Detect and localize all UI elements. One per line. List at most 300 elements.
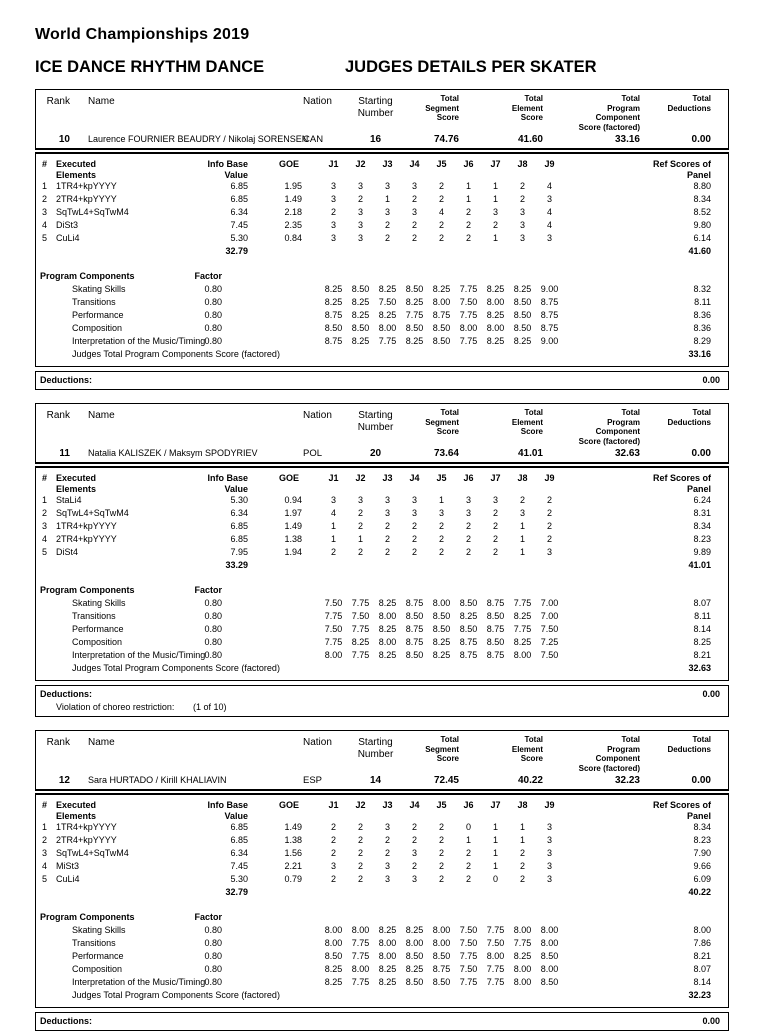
judge-8-header: J8 [517,159,528,169]
component-judge-score: 8.25 [486,336,505,346]
info-base-value-header: Info Base Value [207,473,248,494]
nation-value: CAN [303,134,324,145]
judges-total-value: 32.23 [688,990,711,1000]
component-judge-score: 9.00 [540,336,559,346]
judge-score: 2 [438,233,444,243]
judge-score: 2 [492,508,498,518]
judge-3-header: J3 [382,159,393,169]
subtitle-row [35,58,729,77]
skater-name: Natalia KALISZEK / Maksym SPODYRIEV [88,448,258,458]
judge-score: 2 [384,220,390,230]
element-number: 5 [42,233,48,243]
component-name: Composition [72,323,123,333]
element-panel-score: 9.80 [693,220,711,230]
skater-summary-box [35,403,729,464]
number-column-header: # [42,159,48,169]
element-number: 2 [42,508,48,518]
judge-1-header: J1 [328,473,339,483]
component-factor: 0.80 [204,637,222,647]
nation-column-label: Nation [303,737,332,748]
total-deductions-label: Total Deductions [667,408,711,427]
component-factor: 0.80 [204,925,222,935]
judge-score: 1 [519,822,525,832]
rank-value: 10 [58,134,70,145]
element-base-value: 6.85 [230,822,248,832]
goe-header: GOE [278,473,299,483]
element-goe: 0.94 [284,495,302,505]
element-base-value: 5.30 [230,874,248,884]
component-judge-score: 7.75 [459,310,478,320]
element-base-value: 6.34 [230,207,248,217]
judge-score: 1 [465,194,471,204]
skater-section [35,730,729,1031]
component-judge-score: 8.50 [405,611,424,621]
deductions-box [35,685,729,717]
element-base-value: 6.34 [230,508,248,518]
component-judge-score: 8.00 [459,323,478,333]
element-number: 5 [42,547,48,557]
component-judge-score: 8.00 [324,925,343,935]
starting-number-value: 14 [369,775,382,786]
element-goe: 2.35 [284,220,302,230]
summary-header-row [36,94,720,132]
element-goe: 0.84 [284,233,302,243]
component-judge-score: 7.75 [378,336,397,346]
element-base-value: 6.85 [230,181,248,191]
judge-5-header: J5 [436,473,447,483]
judge-score: 3 [465,495,471,505]
element-name: SqTwL4+SqTwM4 [56,207,129,217]
element-panel-score: 7.90 [693,848,711,858]
ref-scores-panel-header: Ref Scores of Panel [652,800,711,821]
component-judge-score: 8.00 [378,637,397,647]
judge-score: 2 [465,861,471,871]
judge-score: 3 [357,220,363,230]
component-judge-score: 8.50 [432,624,451,634]
element-goe: 1.49 [284,521,302,531]
judge-score: 3 [546,822,552,832]
component-judge-score: 8.25 [378,598,397,608]
program-components-header: Program Components [40,271,135,281]
judge-score: 2 [411,233,417,243]
component-factor: 0.80 [204,611,222,621]
element-score-total: 41.01 [688,560,711,570]
judge-score: 3 [330,495,336,505]
judges-detail-box [35,152,729,367]
elements-total-row [36,559,719,572]
judge-score: 2 [546,534,552,544]
judge-score: 2 [519,874,525,884]
judge-score: 2 [357,861,363,871]
elements-header-row [36,798,719,821]
component-judge-score: 8.50 [459,598,478,608]
judge-8-header: J8 [517,800,528,810]
element-row [36,821,719,834]
judge-score: 2 [330,835,336,845]
program-components-header: Program Components [40,585,135,595]
judge-score: 2 [519,861,525,871]
component-judge-score: 7.75 [351,624,370,634]
judge-score: 2 [438,181,444,191]
judge-score: 3 [546,874,552,884]
judge-score: 3 [411,207,417,217]
judge-score: 2 [384,521,390,531]
component-row [36,636,719,649]
total-deductions-summary-value: 0.00 [691,448,711,459]
component-panel-score: 8.14 [693,977,711,987]
skater-section [35,403,729,717]
judges-total-row [36,662,719,675]
element-row [36,219,719,232]
judge-score: 3 [546,848,552,858]
component-judge-score: 8.50 [351,284,370,294]
component-judge-score: 8.25 [513,336,532,346]
elements-table [36,157,719,258]
component-panel-score: 8.25 [693,637,711,647]
judge-score: 2 [465,874,471,884]
starting-number-column-label: Starting Number [357,96,394,119]
component-judge-score: 8.00 [486,323,505,333]
component-name: Skating Skills [72,284,126,294]
violations-list [40,701,720,714]
judge-score: 2 [438,220,444,230]
element-name: SqTwL4+SqTwM4 [56,848,129,858]
judge-score: 1 [519,534,525,544]
judge-score: 1 [357,534,363,544]
skater-section [35,89,729,390]
total-segment-score-value: 72.45 [433,775,459,786]
rank-column-label: Rank [46,737,70,748]
component-row [36,623,719,636]
judge-score: 2 [465,233,471,243]
total-element-score-label: Total Element Score [511,94,543,122]
element-base-value: 6.85 [230,194,248,204]
component-judge-score: 8.00 [486,951,505,961]
judge-score: 3 [519,233,525,243]
component-judge-score: 8.25 [378,650,397,660]
component-row [36,950,719,963]
judge-score: 2 [438,194,444,204]
component-row [36,296,719,309]
component-judge-score: 7.75 [351,938,370,948]
judge-score: 2 [411,220,417,230]
base-value-total: 33.29 [225,560,248,570]
judge-score: 3 [384,508,390,518]
element-number: 3 [42,521,48,531]
element-panel-score: 8.31 [693,508,711,518]
judge-score: 3 [546,861,552,871]
judge-score: 2 [465,220,471,230]
judge-score: 1 [465,181,471,191]
judge-score: 3 [330,194,336,204]
judge-score: 2 [438,874,444,884]
component-judge-score: 8.50 [324,951,343,961]
judge-score: 4 [546,220,552,230]
component-row [36,610,719,623]
deductions-box [35,1012,729,1031]
factor-header: Factor [194,271,222,281]
judge-score: 2 [438,547,444,557]
judge-2-header: J2 [355,800,366,810]
component-judge-score: 7.75 [351,977,370,987]
element-number: 3 [42,848,48,858]
component-factor: 0.80 [204,650,222,660]
component-judge-score: 8.50 [513,323,532,333]
component-judge-score: 8.00 [513,650,532,660]
total-deductions-summary-value: 0.00 [691,775,711,786]
component-name: Performance [72,951,124,961]
summary-value-row [36,448,720,459]
element-name: DiSt4 [56,547,79,557]
component-judge-score: 8.75 [486,650,505,660]
judge-4-header: J4 [409,159,420,169]
deductions-value: 0.00 [702,375,720,385]
judge-score: 3 [357,207,363,217]
judge-score: 2 [411,835,417,845]
components-header-row [36,267,719,283]
judge-score: 2 [438,534,444,544]
component-judge-score: 8.00 [351,925,370,935]
judges-total-value: 33.16 [688,349,711,359]
judge-score: 3 [519,220,525,230]
component-factor: 0.80 [204,977,222,987]
judge-score: 2 [411,861,417,871]
component-judge-score: 8.00 [378,323,397,333]
judge-score: 2 [384,233,390,243]
judge-2-header: J2 [355,159,366,169]
judge-score: 2 [519,495,525,505]
ref-scores-panel-header: Ref Scores of Panel [652,159,711,180]
judge-7-header: J7 [490,473,501,483]
judge-score: 2 [330,207,336,217]
judges-total-label: Judges Total Program Components Score (factored) [72,663,280,673]
total-segment-score-value: 73.64 [433,448,459,459]
component-judge-score: 8.50 [324,323,343,333]
component-panel-score: 8.07 [693,964,711,974]
element-name: 1TR4+kpYYYY [56,822,117,832]
judge-score: 4 [330,508,336,518]
program-components-header: Program Components [40,912,135,922]
judge-score: 3 [411,848,417,858]
summary-value-row [36,134,720,145]
component-judge-score: 7.50 [459,938,478,948]
component-judge-score: 8.50 [405,323,424,333]
judge-score: 4 [546,207,552,217]
judge-9-header: J9 [544,159,555,169]
component-row [36,976,719,989]
element-score-total: 40.22 [688,887,711,897]
deductions-label: Deductions: [40,689,93,699]
starting-number-column-label: Starting Number [357,410,394,433]
judge-3-header: J3 [382,473,393,483]
component-judge-score: 7.50 [459,297,478,307]
judge-score: 3 [519,207,525,217]
component-row [36,924,719,937]
component-judge-score: 8.50 [513,297,532,307]
component-judge-score: 7.50 [351,611,370,621]
component-row [36,322,719,335]
judge-9-header: J9 [544,800,555,810]
element-number: 3 [42,207,48,217]
component-judge-score: 8.25 [405,297,424,307]
nation-value: POL [303,448,323,459]
element-name: 2TR4+kpYYYY [56,835,117,845]
judge-score: 2 [465,848,471,858]
judge-4-header: J4 [409,473,420,483]
component-judge-score: 8.25 [324,964,343,974]
element-panel-score: 8.34 [693,194,711,204]
component-judge-score: 7.75 [513,598,532,608]
judge-score: 2 [411,534,417,544]
component-judge-score: 8.00 [540,938,559,948]
element-panel-score: 8.80 [693,181,711,191]
element-row [36,507,719,520]
judge-score: 2 [519,848,525,858]
component-judge-score: 8.50 [540,951,559,961]
element-number: 5 [42,874,48,884]
judge-score: 1 [519,835,525,845]
judge-score: 1 [330,534,336,544]
judge-score: 3 [546,835,552,845]
element-row [36,860,719,873]
judge-score: 2 [546,495,552,505]
component-judge-score: 8.25 [351,336,370,346]
judge-score: 3 [438,508,444,518]
judge-score: 3 [546,194,552,204]
component-panel-score: 8.07 [693,598,711,608]
component-row [36,937,719,950]
element-score-total: 41.60 [688,246,711,256]
judge-score: 2 [330,874,336,884]
component-judge-score: 7.50 [324,598,343,608]
component-factor: 0.80 [204,624,222,634]
component-row [36,963,719,976]
judge-score: 1 [492,181,498,191]
element-base-value: 7.95 [230,547,248,557]
component-judge-score: 8.25 [324,977,343,987]
nation-column-label: Nation [303,410,332,421]
judge-score: 1 [519,521,525,531]
component-name: Performance [72,310,124,320]
component-panel-score: 8.36 [693,323,711,333]
component-judge-score: 8.50 [540,977,559,987]
component-judge-score: 8.00 [378,938,397,948]
judge-score: 2 [438,861,444,871]
components-table [36,572,719,675]
component-name: Transitions [72,611,116,621]
deductions-label: Deductions: [40,375,93,385]
deductions-value: 0.00 [702,1016,720,1026]
judge-score: 3 [384,207,390,217]
components-table [36,899,719,1002]
component-factor: 0.80 [204,336,222,346]
components-table [36,258,719,361]
component-judge-score: 7.75 [351,951,370,961]
component-judge-score: 8.25 [513,611,532,621]
component-judge-score: 8.00 [432,297,451,307]
component-judge-score: 8.00 [486,297,505,307]
judge-4-header: J4 [409,800,420,810]
element-name: StaLi4 [56,495,82,505]
judge-score: 2 [411,547,417,557]
judge-score: 3 [384,874,390,884]
component-name: Interpretation of the Music/Timing [72,977,206,987]
judge-score: 2 [330,822,336,832]
component-row [36,309,719,322]
component-judge-score: 8.75 [405,624,424,634]
judge-score: 2 [411,194,417,204]
component-judge-score: 7.75 [459,977,478,987]
judge-score: 2 [438,822,444,832]
element-row [36,533,719,546]
name-column-label: Name [88,410,115,421]
judge-score: 1 [492,233,498,243]
judge-1-header: J1 [328,159,339,169]
component-name: Interpretation of the Music/Timing [72,650,206,660]
element-row [36,232,719,245]
deductions-box [35,371,729,390]
component-judge-score: 8.75 [459,637,478,647]
executed-elements-header: Executed Elements [56,159,97,180]
component-judge-score: 8.00 [405,938,424,948]
judge-5-header: J5 [436,800,447,810]
component-judge-score: 8.50 [432,951,451,961]
component-judge-score: 7.50 [540,624,559,634]
elements-total-row [36,886,719,899]
judge-score: 2 [492,220,498,230]
component-judge-score: 8.00 [432,938,451,948]
component-judge-score: 8.25 [486,284,505,294]
judge-score: 1 [492,822,498,832]
judges-detail-box [35,466,729,681]
element-goe: 1.97 [284,508,302,518]
component-judge-score: 8.25 [351,637,370,647]
total-segment-score-label: Total Segment Score [425,735,459,763]
element-panel-score: 6.14 [693,233,711,243]
element-panel-score: 8.34 [693,521,711,531]
judge-score: 3 [330,861,336,871]
component-judge-score: 8.50 [405,977,424,987]
judge-score: 1 [465,835,471,845]
element-name: 1TR4+kpYYYY [56,521,117,531]
rank-value: 12 [58,775,70,786]
component-panel-score: 8.11 [694,297,711,307]
judge-score: 3 [330,220,336,230]
judge-score: 1 [492,194,498,204]
component-judge-score: 7.75 [351,598,370,608]
component-judge-score: 7.50 [324,624,343,634]
nation-value: ESP [303,775,323,786]
judge-score: 2 [411,521,417,531]
judges-total-value: 32.63 [688,663,711,673]
element-goe: 1.49 [284,822,302,832]
element-number: 2 [42,194,48,204]
component-factor: 0.80 [204,297,222,307]
judge-score: 1 [519,547,525,557]
component-judge-score: 8.75 [540,323,559,333]
element-name: SqTwL4+SqTwM4 [56,508,129,518]
judge-score: 3 [465,508,471,518]
deductions-row [40,374,720,387]
starting-number-value: 16 [369,134,382,145]
component-factor: 0.80 [204,938,222,948]
total-pcs-label: Total Program Component Score (factored) [578,408,640,446]
judge-score: 2 [384,835,390,845]
element-panel-score: 9.66 [693,861,711,871]
element-panel-score: 8.23 [693,534,711,544]
component-panel-score: 8.36 [693,310,711,320]
judge-score: 3 [411,495,417,505]
